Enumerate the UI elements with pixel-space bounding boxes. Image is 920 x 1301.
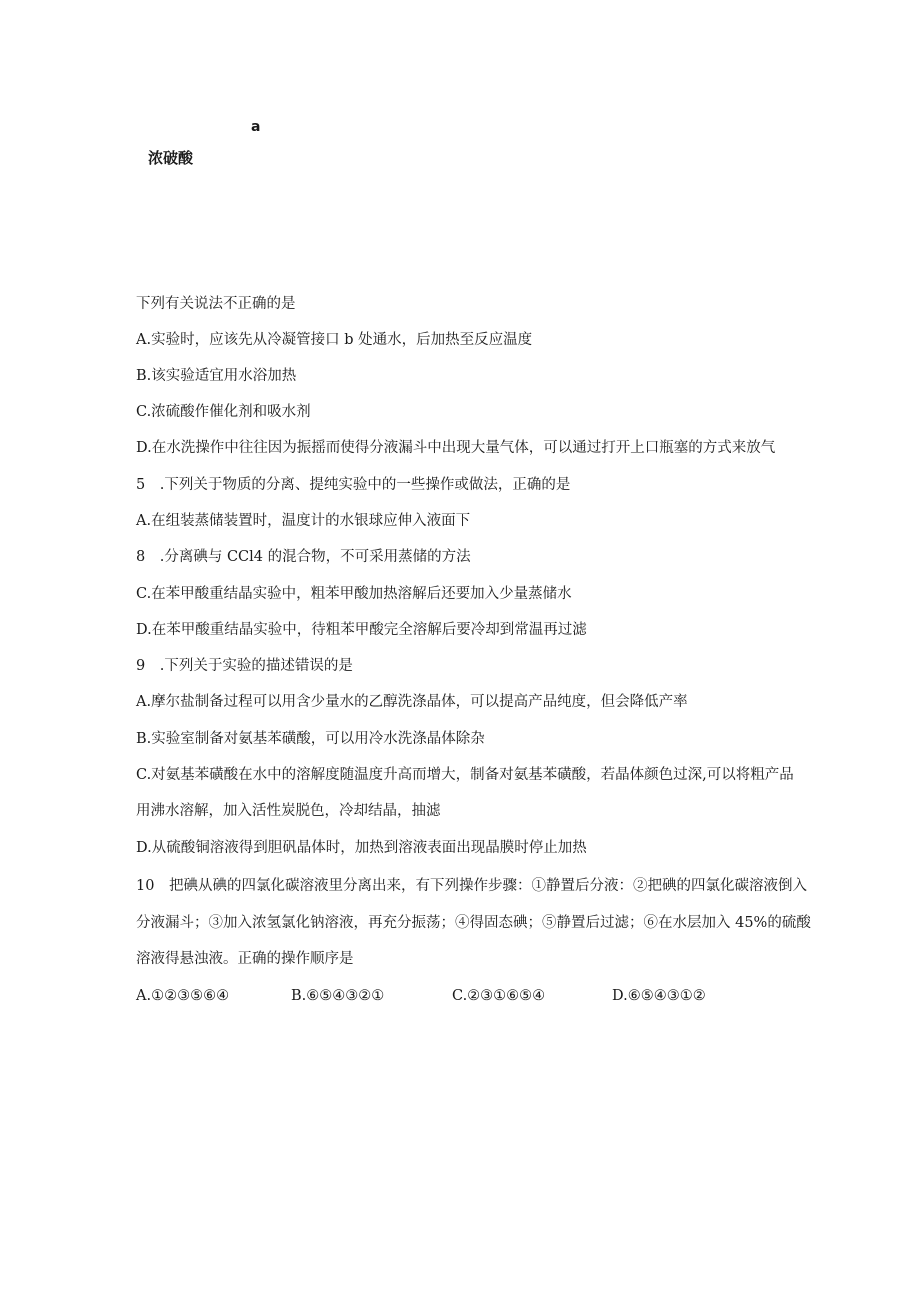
question-5-option-a: A.在组装蒸储装置时，温度计的水银球应伸入液面下 (136, 513, 471, 529)
question-9-stem: 9 .下列关于实验的描述错误的是 (136, 658, 353, 674)
question-10-option-a: A.①②③⑤⑥④ (136, 988, 230, 1004)
figure-label-acid: 浓破酸 (148, 149, 194, 167)
question-9-option-c-continued: 用沸水溶解，加入活性炭脱色，冷却结晶，抽滤 (136, 803, 441, 819)
question-5-option-c: C.在苯甲酸重结晶实验中，粗苯甲酸加热溶解后还要加入少量蒸储水 (136, 586, 572, 602)
question-10-option-b: B.⑥⑤④③②① (291, 988, 385, 1004)
question-5-option-b: 8 .分离碘与 CCl4 的混合物，不可采用蒸储的方法 (136, 549, 471, 565)
question-10-stem-line-2: 分液漏斗；③加入浓氢氯化钠溶液，再充分振荡；④得固态碘；⑤静置后过滤；⑥在水层加入 45%的硫酸 (136, 915, 811, 931)
figure-label-a: a (251, 119, 261, 135)
question-10-stem-line-3: 溶液得悬浊液。正确的操作顺序是 (136, 951, 354, 967)
question-10-stem-line-1: 10 把碘从碘的四氯化碳溶液里分离出来，有下列操作步骤：①静置后分液：②把碘的四氯化碳溶液倒入 (136, 878, 807, 894)
question-5-stem: 5 .下列关于物质的分离、提纯实验中的一些操作或做法，正确的是 (136, 477, 571, 493)
question-9-option-b: B.实验室制备对氨基苯磺酸，可以用冷水洗涤晶体除杂 (136, 731, 485, 747)
question-9-option-c: C.对氨基苯磺酸在水中的溶解度随温度升高而增大，制备对氨基苯磺酸，若晶体颜色过深,可以将粗产品 (136, 767, 794, 783)
question-9-option-d: D.从硫酸铜溶液得到胆矾晶体时，加热到溶液表面出现晶膜时停止加热 (136, 840, 587, 856)
question-10-option-c: C.②③①⑥⑤④ (452, 988, 546, 1004)
question-10-option-d: D.⑥⑤④③①② (612, 988, 706, 1004)
question-4-option-b: B.该实验适宜用水浴加热 (136, 368, 297, 384)
question-5-option-d: D.在苯甲酸重结晶实验中，待粗苯甲酸完全溶解后要冷却到常温再过滤 (136, 622, 587, 638)
question-9-option-a: A.摩尔盐制备过程可以用含少量水的乙醇洗涤晶体，可以提高产品纯度，但会降低产率 (136, 694, 688, 710)
question-4-stem: 下列有关说法不正确的是 (136, 296, 296, 312)
question-4-option-d: D.在水洗操作中往往因为振摇而使得分液漏斗中出现大量气体，可以通过打开上口瓶塞的方式来放气 (136, 440, 776, 456)
question-4-option-c: C.浓硫酸作催化剂和吸水剂 (136, 404, 311, 420)
question-4-option-a: A.实验时，应该先从冷凝管接口 b 处通水，后加热至反应温度 (136, 332, 533, 348)
